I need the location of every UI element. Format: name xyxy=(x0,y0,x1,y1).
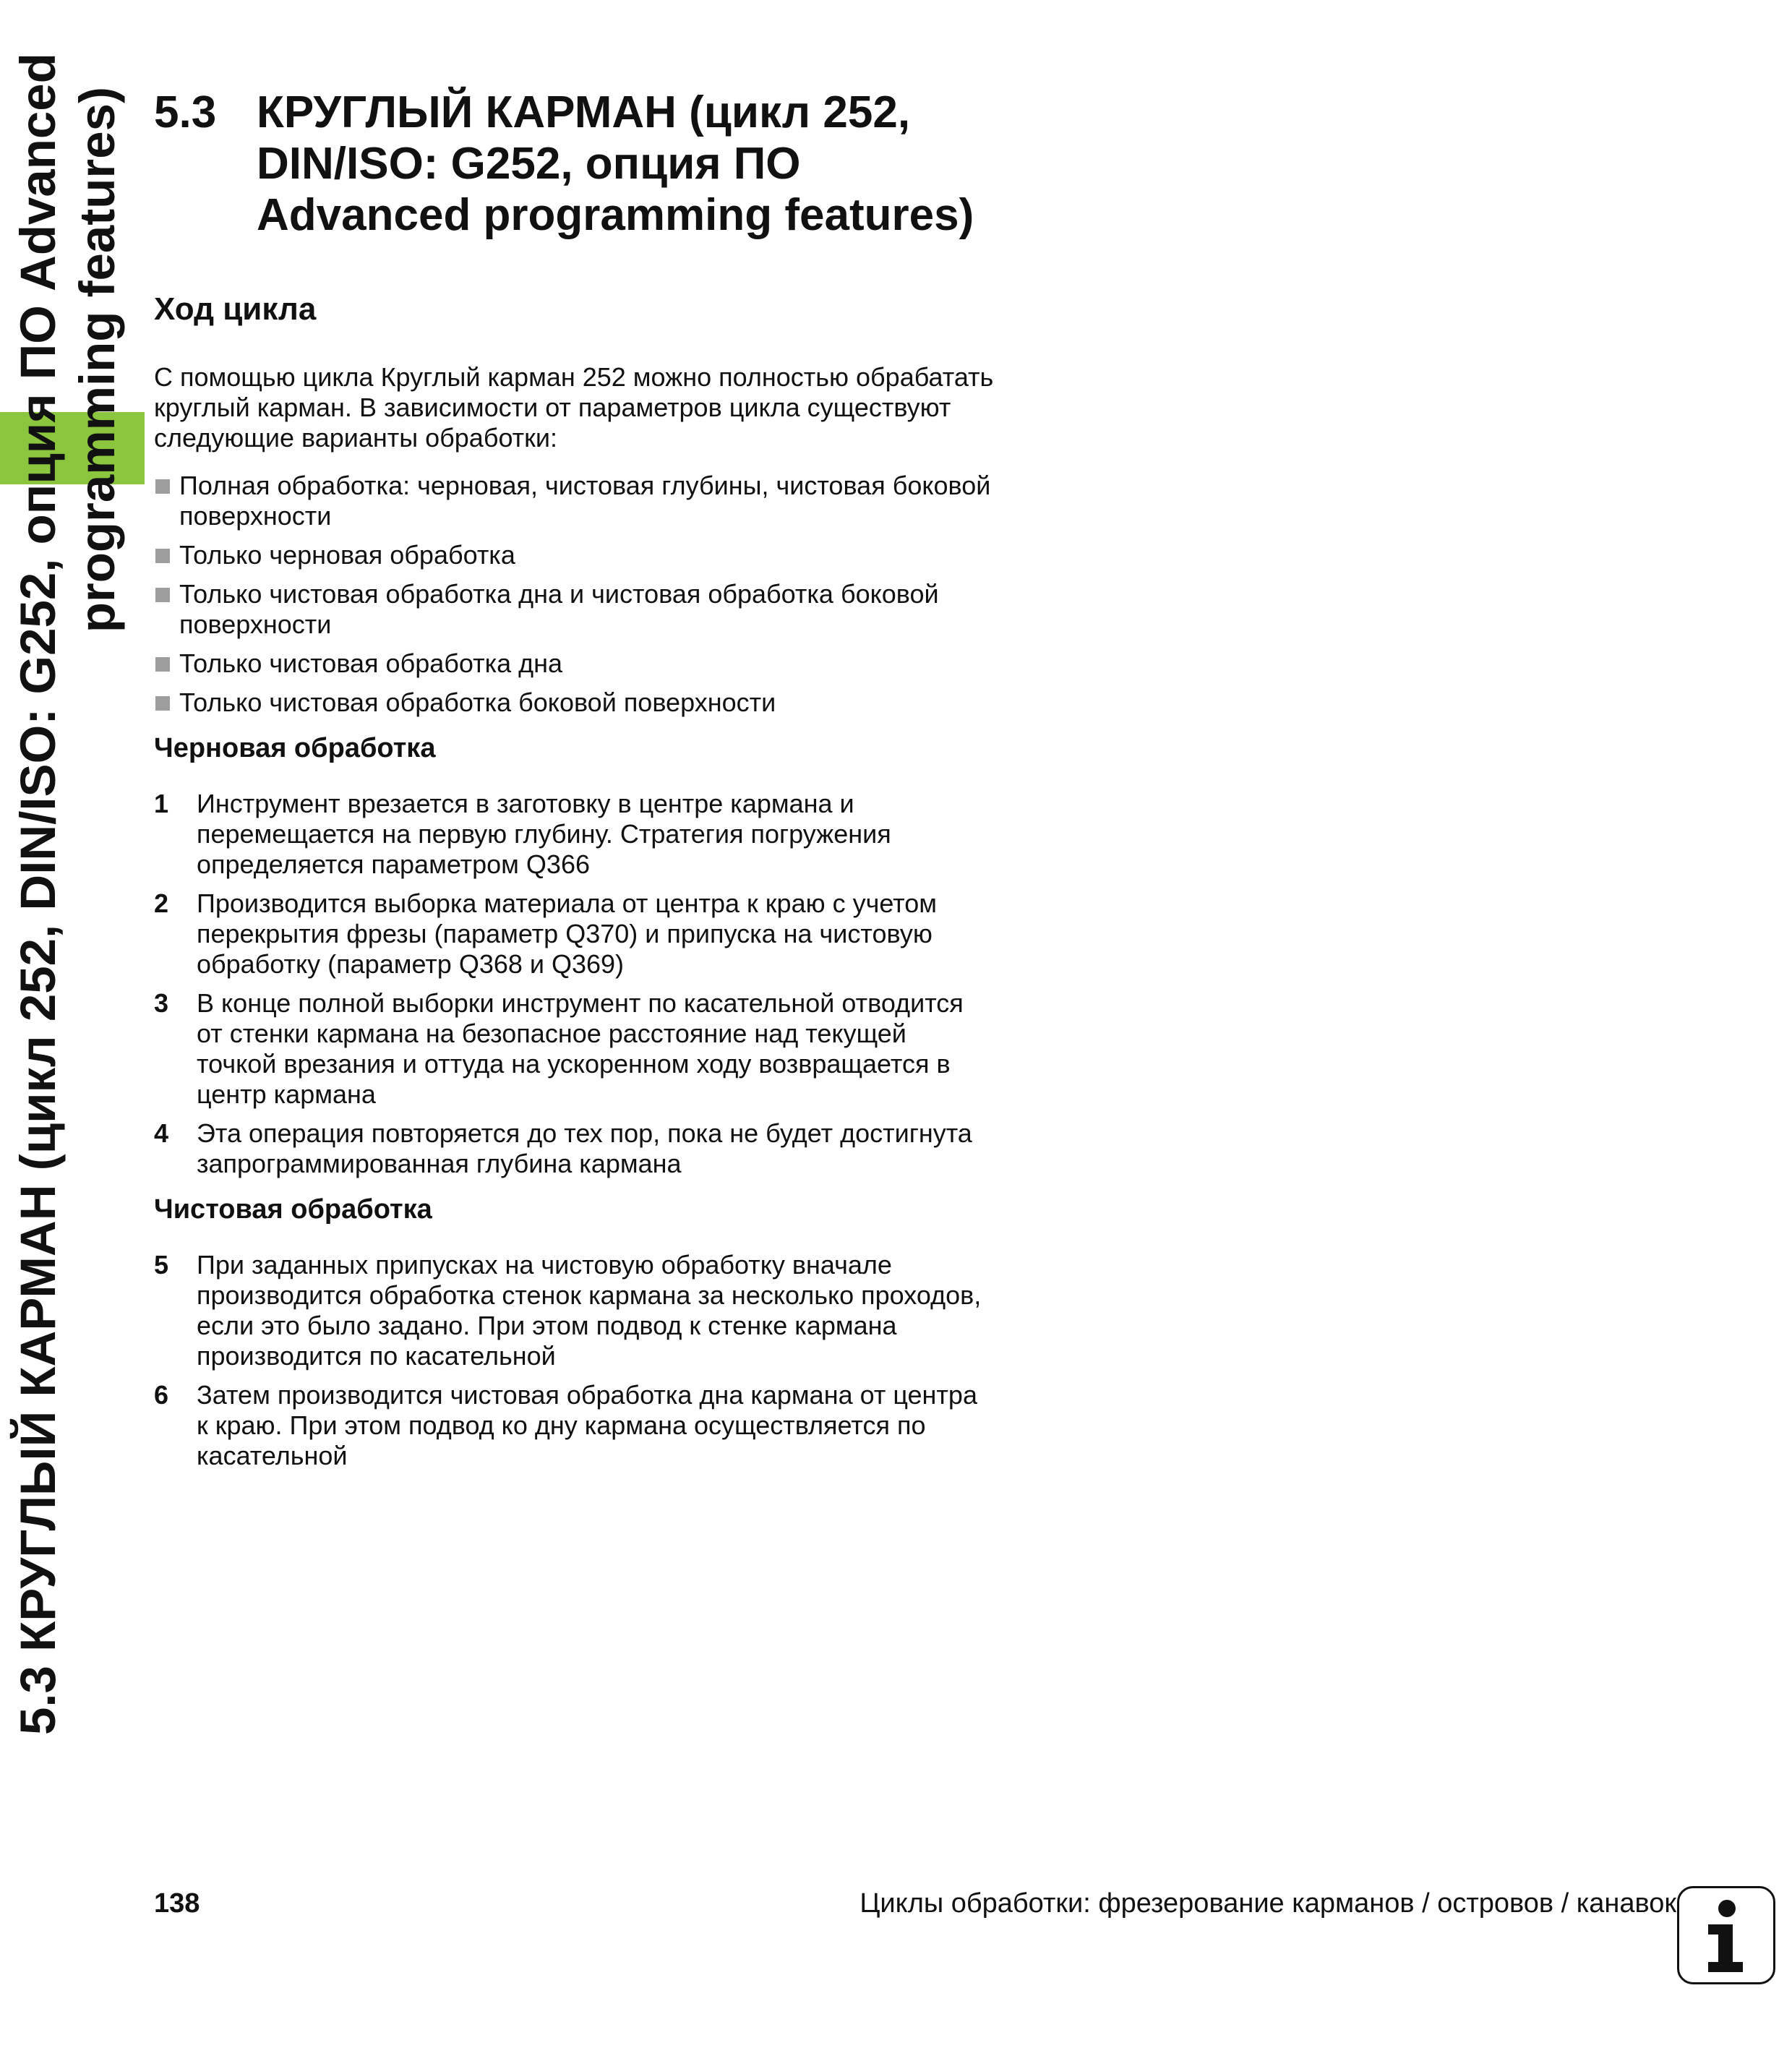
step-item: 6 Затем производится чистовая обработка дна кармана от центра к краю. При этом подвод ко дну кармана осуществляется по касательной xyxy=(154,1380,977,1470)
variants-list xyxy=(154,471,1007,718)
bullet-square-icon xyxy=(155,657,170,672)
section-title: КРУГЛЫЙ КАРМАН (цикл 252, DIN/ISO: G252, опция ПО Advanced programming features) xyxy=(257,87,974,240)
section-number: 5.3 xyxy=(154,87,217,137)
bullet-square-icon xyxy=(155,549,170,563)
main-content xyxy=(154,87,1007,1486)
list-item: Полная обработка: черновая, чистовая глубины, чистовая боковой поверхности xyxy=(154,471,1007,531)
side-running-title xyxy=(9,53,127,1735)
step-item: 1 Инструмент врезается в заготовку в центре кармана и перемещается на первую глубину. Стратегия погружения определяется параметром Q366 xyxy=(154,789,891,879)
info-icon[interactable] xyxy=(1677,1886,1775,1984)
list-item: Только черновая обработка xyxy=(154,540,1007,570)
step-item: 5 При заданных припусках на чистовую обработку вначале производится обработка стенок кармана за несколько проходов, если это было задано. При этом подвод к стенке кармана производится по касательной xyxy=(154,1250,982,1371)
list-item: Только чистовая обработка боковой поверхности xyxy=(154,687,1007,718)
step-item: 4 Эта операция повторяется до тех пор, пока не будет достигнута запрограммированная глубина кармана xyxy=(154,1118,972,1178)
subsection-title: Ход цикла xyxy=(154,291,317,327)
list-item: Только чистовая обработка дна и чистовая обработка боковой поверхности xyxy=(154,579,1007,640)
side-title-line1: 5.3 КРУГЛЫЙ КАРМАН (цикл 252, DIN/ISO: G252, опция ПО Advanced xyxy=(10,53,66,1735)
bullet-square-icon xyxy=(155,588,170,602)
step-item: 3 В конце полной выборки инструмент по касательной отводится от стенки кармана на безопасное расстояние над текущей точкой врезания и оттуда на ускоренном ходу возвращается в центр кармана xyxy=(154,988,964,1109)
page-number: 138 xyxy=(154,1888,200,1919)
section-heading xyxy=(154,87,1007,241)
finishing-heading: Чистовая обработка xyxy=(154,1194,432,1225)
bullet-square-icon xyxy=(155,479,170,494)
bullet-square-icon xyxy=(155,696,170,711)
roughing-heading: Черновая обработка xyxy=(154,733,436,763)
roughing-steps xyxy=(154,789,1007,1179)
list-item: Только чистовая обработка дна xyxy=(154,648,1007,679)
info-icon-glyph xyxy=(1679,1888,1773,1982)
chapter-title: Циклы обработки: фрезерование карманов / островов / канавок xyxy=(859,1888,1676,1919)
step-item: 2 Производится выборка материала от центра к краю с учетом перекрытия фрезы (параметр Q370) и припуска на чистовую обработку (параметр Q368 и Q369) xyxy=(154,888,938,979)
finishing-steps xyxy=(154,1250,1007,1471)
side-title-line2: programming features) xyxy=(69,87,125,633)
intro-paragraph: С помощью цикла Круглый карман 252 можно полностью обрабатать круглый карман. В зависимости от параметров цикла существуют следующие варианты обработки: xyxy=(154,362,994,453)
